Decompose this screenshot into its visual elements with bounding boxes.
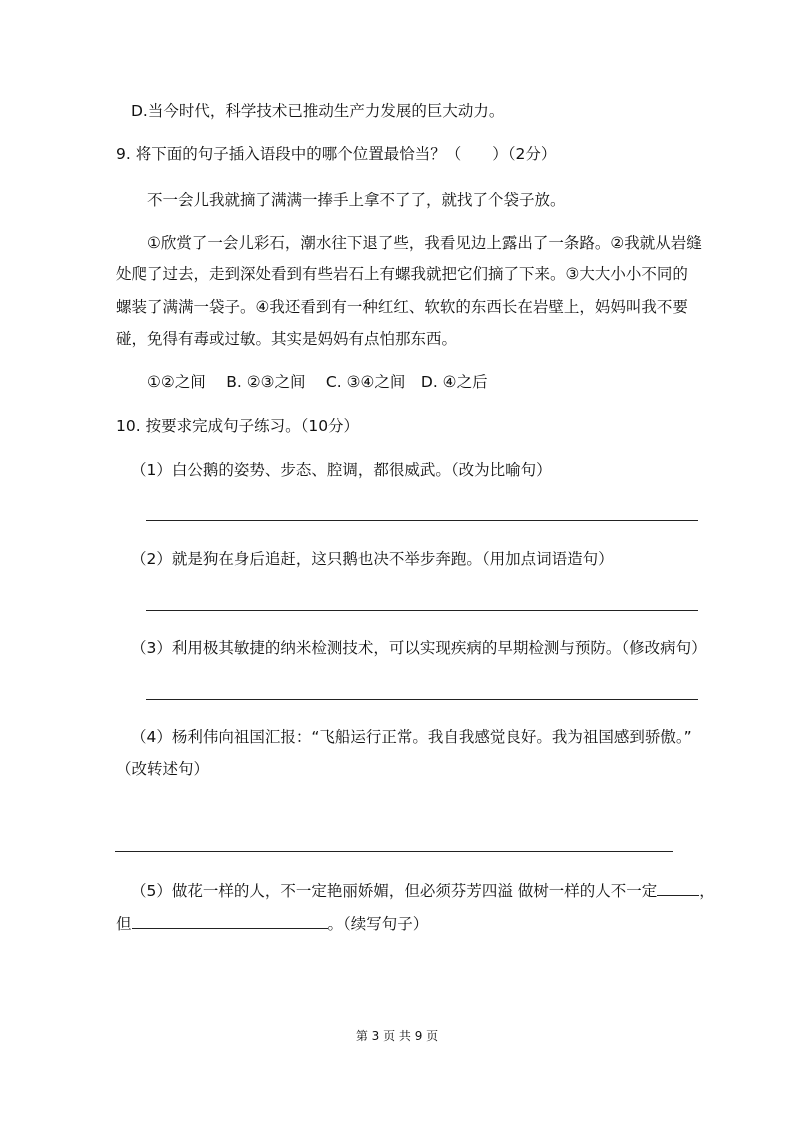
q9-passage-line: 处爬了过去，走到深处看到有些岩石上有螺我就把它们摘了下来。③大大小小不同的 xyxy=(116,265,688,283)
q10-item-5-line-1 xyxy=(131,879,715,901)
q10-item-2: （2）就是狗在身后追赶，这只鹅也决不举步奔跑。（用加点词语造句） xyxy=(131,550,614,568)
q10-item-1: （1）白公鹅的姿势、步态、腔调，都很威武。（改为比喻句） xyxy=(131,461,552,479)
q10-prompt: 10. 按要求完成句子练习。（10分） xyxy=(116,417,360,435)
q10-item-5-text-c: 但 xyxy=(116,915,132,933)
q10-item-3: （3）利用极其敏捷的纳米检测技术，可以实现疾病的早期检测与预防。（修改病句） xyxy=(131,639,707,657)
q10-item-4-line-1: （4）杨利伟向祖国汇报：“飞船运行正常。我自我感觉良好。我为祖国感到骄傲。” xyxy=(131,728,692,746)
q9-passage-line: ①欣赏了一会儿彩石，潮水往下退了些，我看见边上露出了一条路。②我就从岩缝 xyxy=(147,234,702,252)
q9-passage-line: 碰，免得有毒或过敏。其实是妈妈有点怕那东西。 xyxy=(116,330,458,348)
answer-line-4[interactable] xyxy=(115,851,673,852)
q10-item-5-text-d: 。（续写句子） xyxy=(327,915,429,933)
answer-line-2[interactable] xyxy=(146,610,698,611)
q10-item-5-text-a: （5）做花一样的人，不一定艳丽娇媚，但必须芬芳四溢 做树一样的人不一定 xyxy=(131,882,658,900)
q9-prompt: 9. 将下面的句子插入语段中的哪个位置最恰当？（ ）（2分） xyxy=(116,145,557,163)
fill-blank-1[interactable] xyxy=(657,879,699,896)
answer-line-3[interactable] xyxy=(146,699,698,700)
page-footer: 第 3 页 共 9 页 xyxy=(355,1029,439,1043)
q10-item-4-line-2: （改转述句） xyxy=(116,760,210,778)
answer-line-1[interactable] xyxy=(146,520,698,521)
fill-blank-2[interactable] xyxy=(132,912,328,929)
q8-option-d: D.当今时代，科学技术已推动生产力发展的巨大动力。 xyxy=(131,102,505,120)
q9-options: ①②之间 B. ②③之间 C. ③④之间 D. ④之后 xyxy=(147,373,488,391)
q9-passage-line: 螺装了满满一袋子。④我还看到有一种红红、软软的东西长在岩壁上，妈妈叫我不要 xyxy=(116,298,688,316)
q9-sentence: 不一会儿我就摘了满满一捧手上拿不了了，就找了个袋子放。 xyxy=(147,191,566,209)
q10-item-5-text-b: ， xyxy=(699,882,715,900)
q10-item-5-line-2 xyxy=(116,912,428,934)
